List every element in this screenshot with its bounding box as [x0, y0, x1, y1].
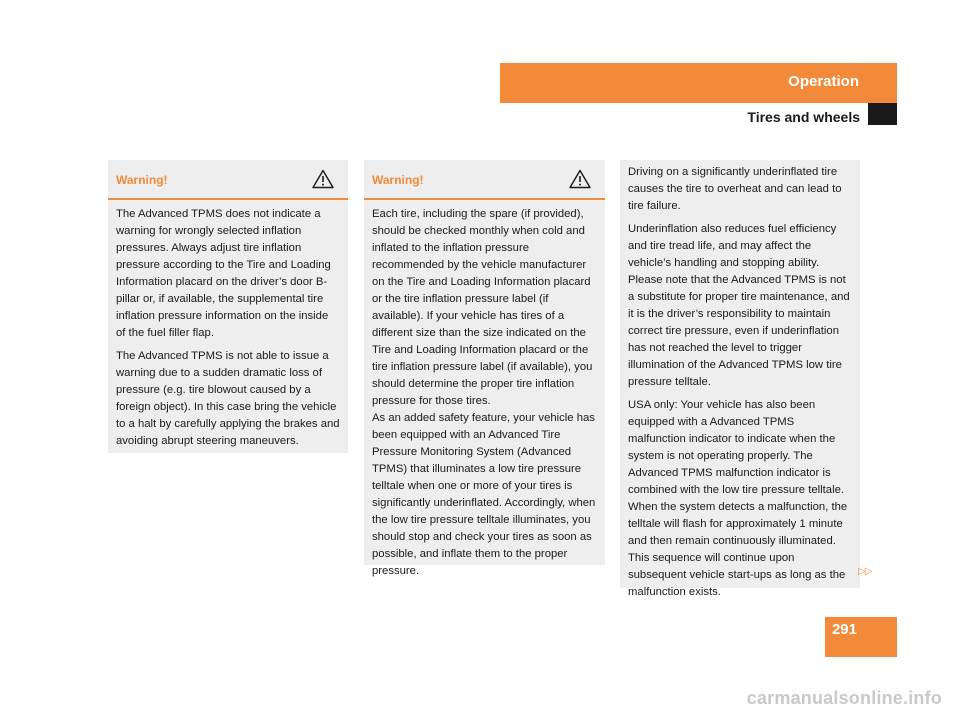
info-paragraph: Driving on a significantly underinflated tire causes the tire to overheat and can lead to tire failure.	[628, 166, 842, 212]
warning-triangle-icon	[312, 169, 334, 189]
warning-header	[108, 160, 348, 200]
warning-header	[364, 160, 605, 200]
info-paragraph: USA only: Your vehicle has also been equipped with a Advanced TPMS malfunction indicator to indicate when the system is not operating properly. The Advanced TPMS malfunction indicator is combined with the low tire pressure telltale. When the system detects a malfunction, the telltale will flash for approximately 1 minute and then remain continuously illuminated. This sequence will continue upon subsequent vehicle start-ups as long as the malfunction exists.	[628, 399, 848, 598]
section-marker	[868, 103, 897, 125]
warning-body	[364, 200, 605, 594]
warning-triangle-icon	[569, 169, 591, 189]
warning-panel-1	[108, 160, 348, 453]
section-title: Operation	[788, 73, 859, 90]
subsection-title: Tires and wheels	[747, 109, 860, 125]
warning-paragraph: The Advanced TPMS is not able to issue a warning due to a sudden dramatic loss of pressure (e.g. tire blowout caused by a foreign object). In this case bring the vehicle to a halt by carefully applying the brakes and avoiding abrupt steering maneuvers.	[116, 350, 340, 447]
warning-label: Warning!	[372, 173, 424, 187]
warning-paragraph: Each tire, including the spare (if provided), should be checked monthly when cold and inflated to the inflation pressure recommended by the vehicle manufacturer on the Tire and Loading Information placard or the tire inflation pressure label (if available). If your vehicle has tires of a different size than the size indicated on the Tire and Loading Information placard or the tire inflation pressure label (if available), you should determine the proper tire inflation pressure for those tires.	[372, 208, 593, 407]
page-number: 291	[831, 621, 857, 638]
warning-paragraph: As an added safety feature, your vehicle has been equipped with an Advanced Tire Pressure Monitoring System (Advanced TPMS) that illuminates a low tire pressure telltale when one or more of your tires is significantly underinflated. Accordingly, when the low tire pressure telltale illuminates, you should stop and check your tires as soon as possible, and inflate them to the proper pressure.	[372, 412, 596, 577]
warning-body	[108, 200, 348, 464]
info-paragraph: Underinflation also reduces fuel efficiency and tire tread life, and may affect the vehicle’s handling and stopping ability. Please note that the Advanced TPMS is not a substitute for proper tire maintenance, and it is the driver’s responsibility to maintain correct tire pressure, even if underinflation has not reached the level to trigger illumination of the Advanced TPMS low tire pressure telltale.	[628, 223, 850, 388]
page-number-box	[825, 617, 897, 657]
info-panel	[620, 160, 860, 598]
continue-arrows-icon: ▷▷	[858, 566, 872, 577]
warning-label: Warning!	[116, 173, 168, 187]
warning-paragraph: The Advanced TPMS does not indicate a warning for wrongly selected inflation pressures. Always adjust tire inflation pressure according to the Tire and Loading Information placard on the driver’s door B-pillar or, if available, the supplemental tire inflation pressure information on the inside of the fuel filler flap.	[116, 208, 331, 339]
warning-panel-2	[364, 160, 605, 577]
section-header-bar	[500, 63, 897, 103]
watermark: carmanualsonline.info	[746, 688, 942, 708]
